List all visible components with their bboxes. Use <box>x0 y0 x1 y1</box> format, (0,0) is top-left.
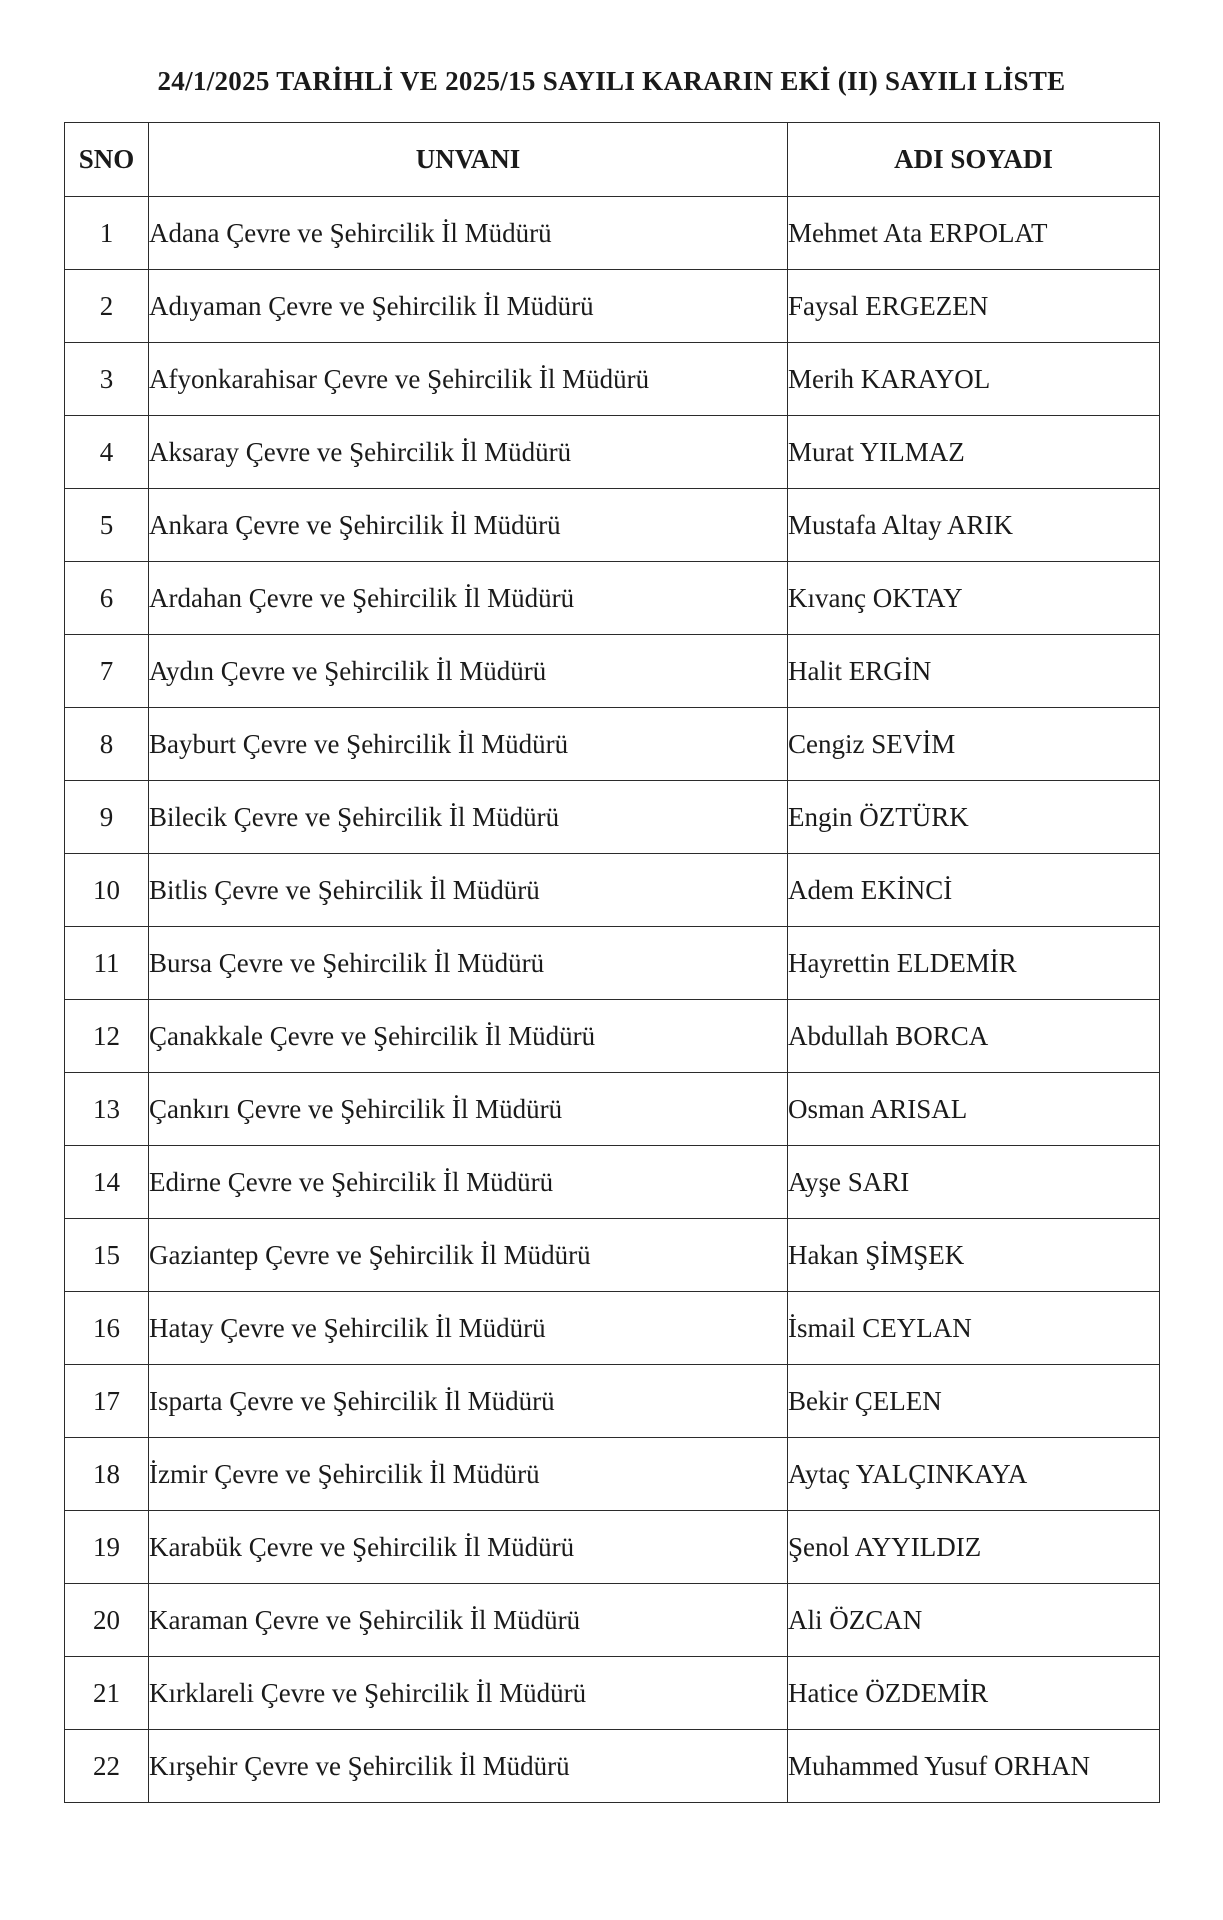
column-header-sno: SNO <box>65 123 149 197</box>
table-row <box>65 416 1160 489</box>
table-row <box>65 1730 1160 1803</box>
row-number-cell: 10 <box>65 854 149 927</box>
name-cell: Engin ÖZTÜRK <box>788 781 1160 854</box>
title-cell: Karabük Çevre ve Şehircilik İl Müdürü <box>149 1511 788 1584</box>
table-row <box>65 1365 1160 1438</box>
name-cell: Hakan ŞİMŞEK <box>788 1219 1160 1292</box>
row-number-cell: 12 <box>65 1000 149 1073</box>
row-number-cell: 14 <box>65 1146 149 1219</box>
row-number-cell: 17 <box>65 1365 149 1438</box>
row-number-cell: 13 <box>65 1073 149 1146</box>
name-cell: Bekir ÇELEN <box>788 1365 1160 1438</box>
row-number-cell: 3 <box>65 343 149 416</box>
title-cell: Kırşehir Çevre ve Şehircilik İl Müdürü <box>149 1730 788 1803</box>
name-cell: Murat YILMAZ <box>788 416 1160 489</box>
name-cell: Adem EKİNCİ <box>788 854 1160 927</box>
table-row <box>65 781 1160 854</box>
name-cell: Mehmet Ata ERPOLAT <box>788 197 1160 270</box>
row-number-cell: 15 <box>65 1219 149 1292</box>
table-row <box>65 635 1160 708</box>
row-number-cell: 8 <box>65 708 149 781</box>
title-cell: Ardahan Çevre ve Şehircilik İl Müdürü <box>149 562 788 635</box>
table-row <box>65 708 1160 781</box>
appointment-list-table <box>64 122 1160 1803</box>
table-row <box>65 343 1160 416</box>
name-cell: Mustafa Altay ARIK <box>788 489 1160 562</box>
row-number-cell: 9 <box>65 781 149 854</box>
table-body <box>65 197 1160 1803</box>
title-cell: Bayburt Çevre ve Şehircilik İl Müdürü <box>149 708 788 781</box>
title-cell: İzmir Çevre ve Şehircilik İl Müdürü <box>149 1438 788 1511</box>
name-cell: Muhammed Yusuf ORHAN <box>788 1730 1160 1803</box>
table-row <box>65 1438 1160 1511</box>
table-row <box>65 197 1160 270</box>
name-cell: Merih KARAYOL <box>788 343 1160 416</box>
row-number-cell: 20 <box>65 1584 149 1657</box>
title-cell: Afyonkarahisar Çevre ve Şehircilik İl Müdürü <box>149 343 788 416</box>
title-cell: Aydın Çevre ve Şehircilik İl Müdürü <box>149 635 788 708</box>
row-number-cell: 21 <box>65 1657 149 1730</box>
table-row <box>65 1292 1160 1365</box>
title-cell: Ankara Çevre ve Şehircilik İl Müdürü <box>149 489 788 562</box>
table-row <box>65 1073 1160 1146</box>
header-row <box>65 123 1160 197</box>
title-cell: Hatay Çevre ve Şehircilik İl Müdürü <box>149 1292 788 1365</box>
name-cell: Faysal ERGEZEN <box>788 270 1160 343</box>
title-cell: Çankırı Çevre ve Şehircilik İl Müdürü <box>149 1073 788 1146</box>
table-row <box>65 489 1160 562</box>
row-number-cell: 6 <box>65 562 149 635</box>
row-number-cell: 4 <box>65 416 149 489</box>
row-number-cell: 5 <box>65 489 149 562</box>
title-cell: Karaman Çevre ve Şehircilik İl Müdürü <box>149 1584 788 1657</box>
row-number-cell: 18 <box>65 1438 149 1511</box>
row-number-cell: 19 <box>65 1511 149 1584</box>
title-cell: Çanakkale Çevre ve Şehircilik İl Müdürü <box>149 1000 788 1073</box>
row-number-cell: 1 <box>65 197 149 270</box>
title-cell: Gaziantep Çevre ve Şehircilik İl Müdürü <box>149 1219 788 1292</box>
table-row <box>65 1511 1160 1584</box>
name-cell: Kıvanç OKTAY <box>788 562 1160 635</box>
column-header-adi-soyadi: ADI SOYADI <box>788 123 1160 197</box>
title-cell: Bilecik Çevre ve Şehircilik İl Müdürü <box>149 781 788 854</box>
title-cell: Bitlis Çevre ve Şehircilik İl Müdürü <box>149 854 788 927</box>
title-cell: Isparta Çevre ve Şehircilik İl Müdürü <box>149 1365 788 1438</box>
table-row <box>65 1657 1160 1730</box>
table-row <box>65 1000 1160 1073</box>
table-row <box>65 270 1160 343</box>
name-cell: Aytaç YALÇINKAYA <box>788 1438 1160 1511</box>
row-number-cell: 11 <box>65 927 149 1000</box>
column-header-unvan: UNVANI <box>149 123 788 197</box>
table-row <box>65 1146 1160 1219</box>
title-cell: Kırklareli Çevre ve Şehircilik İl Müdürü <box>149 1657 788 1730</box>
table-row <box>65 927 1160 1000</box>
row-number-cell: 22 <box>65 1730 149 1803</box>
title-cell: Bursa Çevre ve Şehircilik İl Müdürü <box>149 927 788 1000</box>
name-cell: Osman ARISAL <box>788 1073 1160 1146</box>
name-cell: Hatice ÖZDEMİR <box>788 1657 1160 1730</box>
name-cell: Hayrettin ELDEMİR <box>788 927 1160 1000</box>
table-header <box>65 123 1160 197</box>
table-row <box>65 562 1160 635</box>
title-cell: Adıyaman Çevre ve Şehircilik İl Müdürü <box>149 270 788 343</box>
name-cell: Cengiz SEVİM <box>788 708 1160 781</box>
row-number-cell: 7 <box>65 635 149 708</box>
name-cell: Ayşe SARI <box>788 1146 1160 1219</box>
title-cell: Edirne Çevre ve Şehircilik İl Müdürü <box>149 1146 788 1219</box>
name-cell: Ali ÖZCAN <box>788 1584 1160 1657</box>
table-row <box>65 1219 1160 1292</box>
name-cell: İsmail CEYLAN <box>788 1292 1160 1365</box>
page-title: 24/1/2025 TARİHLİ VE 2025/15 SAYILI KARARIN EKİ (II) SAYILI LİSTE <box>157 66 1066 96</box>
name-cell: Şenol AYYILDIZ <box>788 1511 1160 1584</box>
row-number-cell: 2 <box>65 270 149 343</box>
row-number-cell: 16 <box>65 1292 149 1365</box>
title-cell: Adana Çevre ve Şehircilik İl Müdürü <box>149 197 788 270</box>
title-cell: Aksaray Çevre ve Şehircilik İl Müdürü <box>149 416 788 489</box>
name-cell: Halit ERGİN <box>788 635 1160 708</box>
name-cell: Abdullah BORCA <box>788 1000 1160 1073</box>
table-row <box>65 1584 1160 1657</box>
table-row <box>65 854 1160 927</box>
